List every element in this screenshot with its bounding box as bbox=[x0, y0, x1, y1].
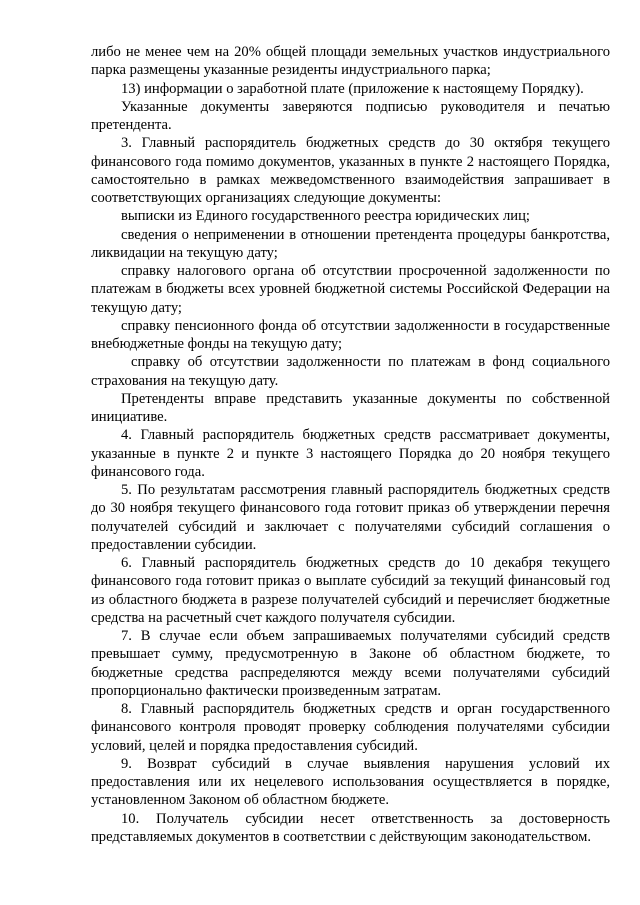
paragraph-pension-fund-certificate: справку пенсионного фонда об отсутствии задолженности в государственные внебюджетные фонды на текущую дату; bbox=[91, 317, 610, 352]
paragraph-item-13-salary-info: 13) информации о заработной плате (приложение к настоящему Порядку). bbox=[121, 80, 584, 97]
paragraph-clause-3: 3. Главный распорядитель бюджетных средств до 30 октября текущего финансового года помимо документов, указанных в пункте 2 настоящего Порядка, самостоятельно в рамках межведомственного взаимодействия запрашивает в соответствующих организациях следующие документы: bbox=[91, 135, 610, 206]
paragraph-clause-5: 5. По результатам рассмотрения главный распорядитель бюджетных средств до 30 ноября текущего финансового года готовит приказ об утверждении перечня получателей субсидий и заключает с получателями субсидий соглашения о предоставлении субсидии. bbox=[91, 482, 610, 553]
document-body bbox=[91, 43, 610, 846]
paragraph-bankruptcy-info: сведения о неприменении в отношении претендента процедуры банкротства, ликвидации на текущую дату; bbox=[91, 226, 610, 261]
paragraph-clause-4: 4. Главный распорядитель бюджетных средств рассматривает документы, указанные в пункте 2 и пункте 3 настоящего Порядка до 20 ноября текущего финансового года. bbox=[91, 427, 610, 480]
paragraph-tax-certificate: справку налогового органа об отсутствии просроченной задолженности по платежам в бюджеты всех уровней бюджетной системы Российской Федерации на текущую дату; bbox=[91, 263, 610, 316]
paragraph-clause-8: 8. Главный распорядитель бюджетных средств и орган государственного финансового контроля проводят проверку соблюдения получателями субсидии условий, целей и порядка предоставления субсидий. bbox=[91, 701, 610, 754]
paragraph-clause-9: 9. Возврат субсидий в случае выявления нарушения условий их предоставления или их нецелевого использования осуществляется в порядке, установленном Законом об областном бюджете. bbox=[91, 755, 610, 809]
paragraph-documents-certification: Указанные документы заверяются подписью руководителя и печатью претендента. bbox=[91, 98, 610, 133]
paragraph-own-initiative: Претенденты вправе представить указанные документы по собственной инициативе. bbox=[91, 390, 610, 425]
paragraph-clause-7: 7. В случае если объем запрашиваемых получателями субсидий средств превышает сумму, предусмотренную в Законе об областном бюджете, то бюджетные средства распределяются между всеми получателями субсидий пропорционально фактически произведенным затратам. bbox=[91, 628, 610, 699]
paragraph-clause-6: 6. Главный распорядитель бюджетных средств до 10 декабря текущего финансового года готовит приказ о выплате субсидий за текущий финансовый год из областного бюджета в разрезе получателей субсидий и перечисляет бюджетные средства на расчетный счет каждого получателя субсидии. bbox=[91, 555, 610, 626]
paragraph-industrial-park-area: либо не менее чем на 20% общей площади земельных участков индустриального парка размещены указанные резиденты индустриального парка; bbox=[91, 44, 610, 79]
paragraph-registry-extract: выписки из Единого государственного реестра юридических лиц; bbox=[121, 208, 530, 225]
paragraph-clause-10: 10. Получатель субсидии несет ответственность за достоверность представляемых документов в соответствии с действующим законодательством. bbox=[91, 810, 610, 845]
paragraph-social-insurance-certificate: справку об отсутствии задолженности по платежам в фонд социального страхования на текущую дату. bbox=[91, 354, 610, 389]
